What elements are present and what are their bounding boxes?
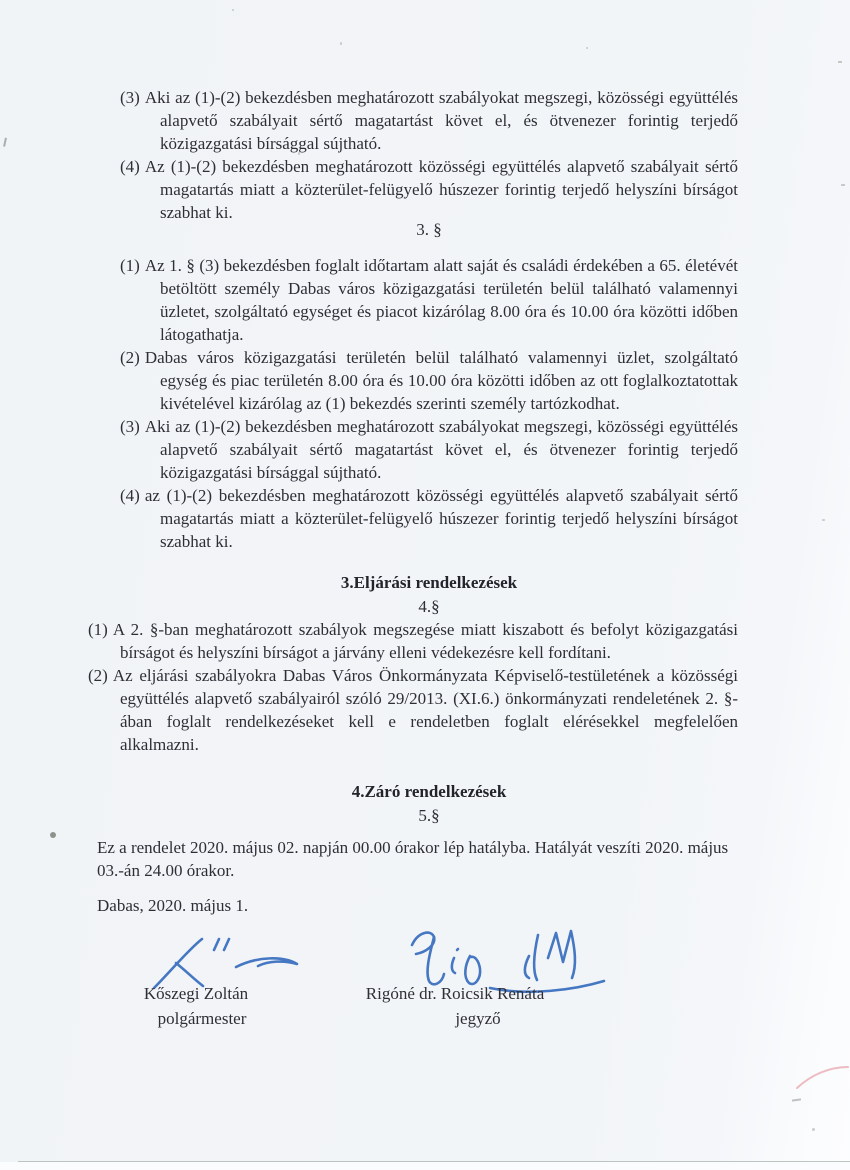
scan-margin-bottom <box>0 1162 850 1170</box>
item-number: (3) <box>120 417 140 436</box>
signer-role: polgármester <box>157 1009 247 1028</box>
scan-speck <box>838 61 842 63</box>
section2-items <box>120 86 738 224</box>
scan-speck-dash <box>792 1098 801 1101</box>
list-item <box>88 664 738 756</box>
scan-edge-line <box>18 1161 850 1162</box>
item-text: az (1)-(2) bekezdésben meghatározott közösségi együttélés alapvető szabályait sértő magatartás miatt a közterület-felügyelő húszezer forintig terjedő helyszíni bírságot szabhat ki. <box>144 486 738 551</box>
list-item <box>120 346 738 415</box>
scan-ink-dot <box>50 832 56 838</box>
procedural-title: 3.Eljárási rendelkezések <box>340 573 518 592</box>
item-text: Dabas város közigazgatási területén belül található valamennyi üzlet, szolgáltató egység és piac területén 8.00 óra és 10.00 óra közötti időben az ott foglalkoztatottak kivételével kizárólag az (1) bekezdés szerinti személy tartózkodhat. <box>144 348 738 413</box>
date-line: Dabas, 2020. május 1. <box>97 896 249 915</box>
procedural-items <box>88 618 738 756</box>
signer-name: Rigóné dr. Roicsik Renáta <box>365 984 545 1003</box>
effective-date-paragraph: Ez a rendelet 2020. május 02. napján 00.00 órakor lép hatályba. Hatályát veszíti 2020. május 03.-án 24.00 órakor. <box>97 838 729 880</box>
item-number: (4) <box>120 486 140 505</box>
scan-pen-mark <box>3 138 10 148</box>
scan-speck <box>841 184 845 186</box>
procedural-sign: 4.§ <box>418 597 440 616</box>
item-number: (2) <box>120 348 140 367</box>
list-item <box>120 254 738 346</box>
item-text: Az 1. § (3) bekezdésben foglalt időtartam alatt saját és családi érdekében a 65. életévét betöltött személy Dabas város közigazgatási területén belül található valamennyi üzletet, szolgáltató egységet és piacot kizárólag 8.00 óra és 10.00 óra közötti időben látogathatja. <box>144 256 738 344</box>
item-text: Aki az (1)-(2) bekezdésben meghatározott szabályokat megszegi, közösségi együttélés alapvető szabályait sértő magatartást követ el, és ötvenezer forintig terjedő közigazgatási bírsággal sújtható. <box>144 88 738 153</box>
list-item <box>120 155 738 224</box>
list-item <box>120 484 738 553</box>
item-number: (1) <box>120 256 140 275</box>
signer-name: Kőszegi Zoltán <box>143 984 249 1003</box>
item-number: (1) <box>88 620 108 639</box>
closing-title: 4.Záró rendelkezések <box>351 782 507 801</box>
item-text: Az (1)-(2) bekezdésben meghatározott közösségi együttélés alapvető szabályait sértő magatartás miatt a közterület-felügyelő húszezer forintig terjedő helyszíni bírságot szabhat ki. <box>144 157 738 222</box>
item-number: (2) <box>88 666 108 685</box>
signer-role: jegyző <box>455 1009 501 1028</box>
item-text: A 2. §-ban meghatározott szabályok megszegése miatt kiszabott és befolyt közigazgatási bírságot és helyszíni bírságot a járvány elleni védekezésre kell fordítani. <box>112 620 738 662</box>
closing-sign: 5.§ <box>418 806 440 825</box>
section3-heading: 3. § <box>416 220 442 239</box>
scan-speck <box>298 152 300 155</box>
scan-speck <box>586 47 588 49</box>
item-text: Az eljárási szabályokra Dabas Város Önkormányzata Képviselő-testületének a közösségi együttélés alapvető szabályairól szóló 29/2013. (XI.6.) önkormányzati rendeletének 2. §-ában foglalt rendelkezéseket kell e rendeletben foglalt elérésekkel megfelelően alkalmazni. <box>112 666 738 754</box>
list-item <box>88 618 738 664</box>
scan-speck <box>232 9 234 11</box>
item-number: (3) <box>120 88 140 107</box>
item-number: (4) <box>120 157 140 176</box>
scan-speck <box>340 42 342 45</box>
scan-speck <box>812 1128 815 1131</box>
red-pen-mark <box>795 1062 850 1094</box>
list-item <box>120 415 738 484</box>
scan-speck <box>822 519 825 521</box>
list-item <box>120 86 738 155</box>
item-text: Aki az (1)-(2) bekezdésben meghatározott szabályokat megszegi, közösségi együttélés alapvető szabályait sértő magatartást követ el, és ötvenezer forintig terjedő közigazgatási bírsággal sújtható. <box>144 417 738 482</box>
section3-items <box>120 254 738 553</box>
